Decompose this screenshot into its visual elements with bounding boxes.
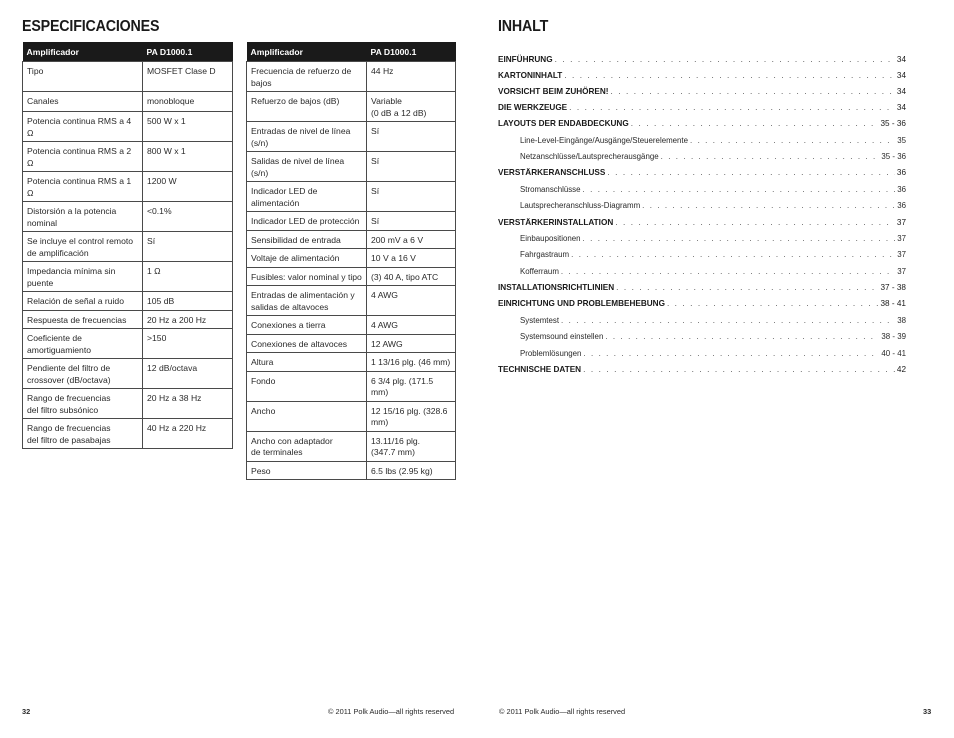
spec-value: Sí	[367, 152, 456, 182]
toc-dot-leader	[611, 87, 895, 96]
toc-label: INSTALLATIONSRICHTLINIEN	[498, 283, 615, 292]
toc-label: Stromanschlüsse	[520, 185, 581, 194]
toc-page-number: 35	[897, 136, 906, 145]
spec-value: 800 W x 1	[143, 142, 233, 172]
spec-value: 40 Hz a 220 Hz	[143, 419, 233, 449]
toc-label: VERSTÄRKERINSTALLATION	[498, 218, 614, 227]
spec-row	[247, 249, 456, 268]
toc-page-number: 38 - 39	[881, 332, 906, 341]
toc-label: EINRICHTUNG UND PROBLEMBEHEBUNG	[498, 299, 665, 308]
toc-page-number: 38	[897, 316, 906, 325]
spec-value: 20 Hz a 200 Hz	[143, 310, 233, 329]
toc-label: Kofferraum	[520, 267, 559, 276]
spec-row	[247, 286, 456, 316]
toc-section	[498, 103, 906, 112]
toc-page-number: 35 - 36	[880, 119, 906, 128]
spec-label: Refuerzo de bajos (dB)	[247, 92, 367, 122]
toc-page-number: 35 - 36	[881, 152, 906, 161]
spec-row	[247, 371, 456, 401]
spec-row	[23, 232, 233, 262]
spec-row	[23, 142, 233, 172]
spec-row	[23, 389, 233, 419]
toc-dot-leader	[564, 71, 895, 80]
toc-page-number: 36	[897, 185, 906, 194]
spec-value: 12 dB/octava	[143, 359, 233, 389]
spec-label: Fusibles: valor nominal y tipo	[247, 267, 367, 286]
spec-label: Peso	[247, 461, 367, 480]
spec-row	[247, 431, 456, 461]
toc-section	[498, 168, 906, 177]
spec-value: Sí	[367, 212, 456, 231]
spec-value: MOSFET Clase D	[143, 62, 233, 92]
spec-label: Conexiones a tierra	[247, 316, 367, 335]
toc-dot-leader	[661, 152, 880, 161]
toc-page-number: 37	[897, 267, 906, 276]
spec-value: (3) 40 A, tipo ATC	[367, 267, 456, 286]
spec-row	[247, 62, 456, 92]
spec-value: 1200 W	[143, 172, 233, 202]
spec-label: Altura	[247, 353, 367, 372]
toc-dot-leader	[583, 349, 879, 358]
spec-label: Fondo	[247, 371, 367, 401]
spec-label: Indicador LED de protección	[247, 212, 367, 231]
spec-label: Respuesta de frecuencias	[23, 310, 143, 329]
toc-subsection	[498, 349, 906, 358]
toc-subsection	[498, 332, 906, 341]
toc-subsection	[498, 234, 906, 243]
toc-label: VORSICHT BEIM ZUHÖREN!	[498, 87, 609, 96]
spec-row	[23, 419, 233, 449]
header-model: PA D1000.1	[143, 42, 233, 62]
spec-label: Relación de señal a ruido	[23, 292, 143, 311]
toc-page-number: 37	[896, 218, 906, 227]
toc-page-number: 36	[896, 168, 906, 177]
toc-dot-leader	[605, 332, 879, 341]
spec-row	[247, 461, 456, 480]
spec-table-header	[23, 42, 233, 62]
toc-dot-leader	[561, 267, 895, 276]
spec-value: Variable (0 dB a 12 dB)	[367, 92, 456, 122]
spec-table-header	[247, 42, 456, 62]
toc-subsection	[498, 136, 906, 145]
spec-row	[247, 182, 456, 212]
toc-section	[498, 283, 906, 292]
toc-label: LAYOUTS DER ENDABDECKUNG	[498, 119, 629, 128]
toc-page-number: 37 - 38	[880, 283, 906, 292]
spec-value: monobloque	[143, 92, 233, 112]
spec-label: Frecuencia de refuerzo de bajos	[247, 62, 367, 92]
spec-label: Entradas de nivel de línea (s/n)	[247, 122, 367, 152]
spec-row	[23, 310, 233, 329]
spec-label: Canales	[23, 92, 143, 112]
toc-section	[498, 87, 906, 96]
toc-subsection	[498, 316, 906, 325]
toc-label: Fahrgastraum	[520, 250, 570, 259]
toc-subsection	[498, 152, 906, 161]
spec-value: >150	[143, 329, 233, 359]
spec-label: Tipo	[23, 62, 143, 92]
spec-row	[247, 212, 456, 231]
copyright-notice: © 2011 Polk Audio—all rights reserved	[499, 707, 626, 716]
toc-dot-leader	[616, 283, 878, 292]
spec-table-right	[246, 42, 456, 480]
header-model: PA D1000.1	[367, 42, 456, 62]
spec-value: 12 15/16 plg. (328.6 mm)	[367, 401, 456, 431]
toc-section	[498, 365, 906, 374]
toc-dot-leader	[631, 119, 879, 128]
spec-label: Rango de frecuencias del filtro subsónico	[23, 389, 143, 419]
toc-dot-leader	[569, 103, 895, 112]
copyright-notice: © 2011 Polk Audio—all rights reserved	[328, 707, 455, 716]
spec-value: Sí	[143, 232, 233, 262]
spec-label: Pendiente del filtro de crossover (dB/octava)	[23, 359, 143, 389]
toc-label: Lautsprecheranschluss-Diagramm	[520, 201, 641, 210]
spec-row	[247, 92, 456, 122]
spec-row	[23, 359, 233, 389]
spec-label: Ancho con adaptador de terminales	[247, 431, 367, 461]
header-amplifier: Amplificador	[247, 42, 367, 62]
toc-dot-leader	[690, 136, 895, 145]
spec-label: Conexiones de altavoces	[247, 334, 367, 353]
toc-page-number: 37	[897, 250, 906, 259]
toc-page-number: 37	[897, 234, 906, 243]
spec-value: 13.11/16 plg. (347.7 mm)	[367, 431, 456, 461]
toc-dot-leader	[571, 250, 895, 259]
spec-row	[247, 316, 456, 335]
spec-value: 1 Ω	[143, 262, 233, 292]
toc-dot-leader	[555, 55, 895, 64]
spec-value: Sí	[367, 182, 456, 212]
spec-value: 1 13/16 plg. (46 mm)	[367, 353, 456, 372]
toc-dot-leader	[615, 218, 895, 227]
spec-value: 4 AWG	[367, 316, 456, 335]
toc-label: Problemlösungen	[520, 349, 582, 358]
spec-row	[247, 401, 456, 431]
spec-row	[23, 62, 233, 92]
spec-row	[247, 353, 456, 372]
toc-page-number: 34	[896, 87, 906, 96]
spec-row	[23, 329, 233, 359]
page-title-especificaciones: ESPECIFICACIONES	[22, 18, 160, 35]
spec-value: 10 V a 16 V	[367, 249, 456, 268]
toc-dot-leader	[561, 316, 895, 325]
toc-page-number: 34	[896, 55, 906, 64]
spec-row	[247, 230, 456, 249]
spec-row	[23, 202, 233, 232]
spec-label: Voltaje de alimentación	[247, 249, 367, 268]
toc-subsection	[498, 267, 906, 276]
spec-label: Indicador LED de alimentación	[247, 182, 367, 212]
spec-label: Entradas de alimentación y salidas de altavoces	[247, 286, 367, 316]
toc-dot-leader	[667, 299, 879, 308]
spec-table-left	[22, 42, 233, 449]
toc-section	[498, 119, 906, 128]
toc-subsection	[498, 250, 906, 259]
toc-dot-leader	[607, 168, 895, 177]
spec-label: Se incluye el control remoto de amplificación	[23, 232, 143, 262]
spec-label: Impedancia mínima sin puente	[23, 262, 143, 292]
spec-row	[23, 112, 233, 142]
toc-subsection	[498, 185, 906, 194]
spec-value: 44 Hz	[367, 62, 456, 92]
toc-label: VERSTÄRKERANSCHLUSS	[498, 168, 606, 177]
spec-value: 6 3/4 plg. (171.5 mm)	[367, 371, 456, 401]
spec-row	[23, 172, 233, 202]
spec-label: Potencia continua RMS a 1 Ω	[23, 172, 143, 202]
spec-value: 4 AWG	[367, 286, 456, 316]
spec-row	[247, 152, 456, 182]
spec-value: <0.1%	[143, 202, 233, 232]
spec-row	[23, 262, 233, 292]
spec-value: 12 AWG	[367, 334, 456, 353]
toc-dot-leader	[583, 365, 895, 374]
page-number: 33	[923, 707, 932, 716]
toc-label: Netzanschlüsse/Lautsprecherausgänge	[520, 152, 659, 161]
toc-dot-leader	[642, 201, 895, 210]
toc-label: TECHNISCHE DATEN	[498, 365, 582, 374]
page-title-inhalt: INHALT	[498, 18, 549, 35]
spec-value: Sí	[367, 122, 456, 152]
spec-value: 20 Hz a 38 Hz	[143, 389, 233, 419]
spec-row	[247, 122, 456, 152]
toc-label: Line-Level-Eingänge/Ausgänge/Steuerelemente	[520, 136, 689, 145]
toc-label: Systemtest	[520, 316, 560, 325]
toc-dot-leader	[583, 185, 896, 194]
header-amplifier: Amplificador	[23, 42, 143, 62]
toc-page-number: 34	[896, 71, 906, 80]
toc-page-number: 36	[897, 201, 906, 210]
toc-label: Einbaupositionen	[520, 234, 581, 243]
spec-row	[23, 292, 233, 311]
spec-label: Distorsión a la potencia nominal	[23, 202, 143, 232]
toc-page-number: 42	[896, 365, 906, 374]
spec-label: Rango de frecuencias del filtro de pasabajas	[23, 419, 143, 449]
toc-label: KARTONINHALT	[498, 71, 563, 80]
toc-subsection	[498, 201, 906, 210]
toc-section	[498, 218, 906, 227]
spec-value: 500 W x 1	[143, 112, 233, 142]
toc-page-number: 40 - 41	[881, 349, 906, 358]
toc-section	[498, 55, 906, 64]
toc-page-number: 34	[896, 103, 906, 112]
spec-label: Potencia continua RMS a 2 Ω	[23, 142, 143, 172]
spec-row	[247, 267, 456, 286]
spec-value: 6.5 lbs (2.95 kg)	[367, 461, 456, 480]
spec-value: 200 mV a 6 V	[367, 230, 456, 249]
toc-label: DIE WERKZEUGE	[498, 103, 568, 112]
right-page	[477, 0, 954, 738]
toc-label: EINFÜHRUNG	[498, 55, 553, 64]
toc-section	[498, 71, 906, 80]
toc-section	[498, 299, 906, 308]
spec-label: Ancho	[247, 401, 367, 431]
spec-label: Salidas de nivel de línea (s/n)	[247, 152, 367, 182]
spec-value: 105 dB	[143, 292, 233, 311]
spec-row	[23, 92, 233, 112]
page-number: 32	[22, 707, 31, 716]
toc-label: Systemsound einstellen	[520, 332, 604, 341]
spec-label: Potencia continua RMS a 4 Ω	[23, 112, 143, 142]
spec-label: Sensibilidad de entrada	[247, 230, 367, 249]
spec-label: Coeficiente de amortiguamiento	[23, 329, 143, 359]
toc-page-number: 38 - 41	[880, 299, 906, 308]
toc-dot-leader	[583, 234, 896, 243]
spec-row	[247, 334, 456, 353]
